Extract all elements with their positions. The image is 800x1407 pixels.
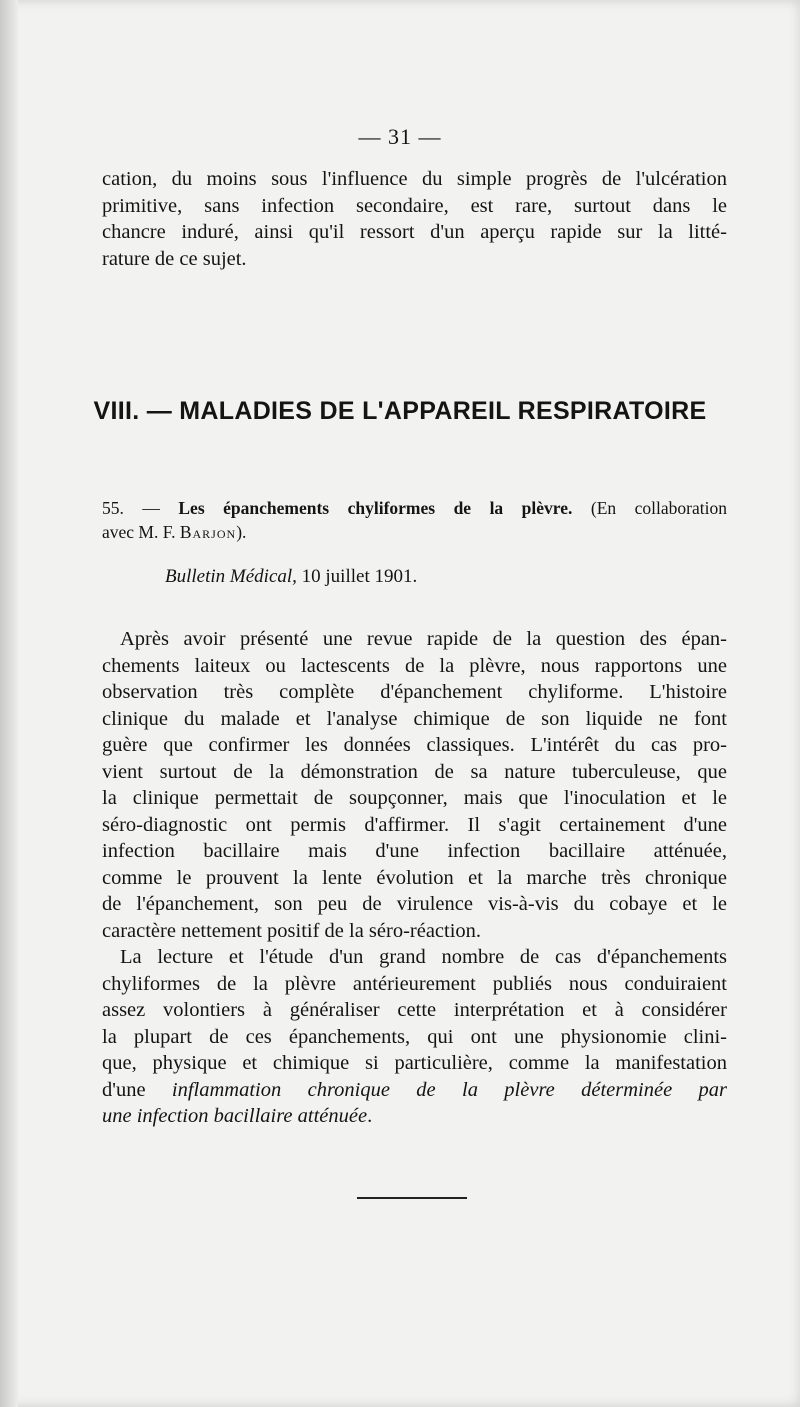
- text-line: Après avoir présenté une revue rapide de la question des épan-: [120, 628, 727, 650]
- text-line: de l'épanchement, son peu de virulence vis-à-vis du cobaye et le: [102, 893, 727, 915]
- summary-paragraph: [102, 626, 727, 944]
- emphasized-text: une infection bacillaire atténuée: [102, 1105, 368, 1127]
- publication-date: 10 juillet 1901.: [296, 566, 418, 587]
- text-line: infection bacillaire mais d'une infection bacillaire atténuée,: [102, 840, 727, 862]
- text-fragment: d'une: [102, 1078, 172, 1101]
- text-line: guère que confirmer les données classiques. L'intérêt du cas pro-: [102, 734, 727, 756]
- text-line: séro-diagnostic ont permis d'affirmer. Il s'agit certainement d'une: [102, 813, 727, 836]
- entry-number: 55. —: [102, 498, 160, 518]
- text-line: que, physique et chimique si particulière, comme la manifestation: [102, 1052, 727, 1074]
- text-line-mixed: [102, 1077, 727, 1104]
- text-line: la plupart de ces épanchements, qui ont une physionomie clini-: [102, 1025, 727, 1048]
- entry-second-line: [102, 522, 246, 542]
- text-line-mixed: [102, 1103, 727, 1130]
- text-line: assez volontiers à généraliser cette interprétation et à considérer: [102, 999, 727, 1021]
- text-line: chements laiteux ou lactescents de la plèvre, nous rapportons une: [102, 654, 727, 677]
- text-line: observation très complète d'épanchement chyliforme. L'histoire: [102, 681, 727, 703]
- intro-paragraph: [102, 166, 727, 272]
- text-line: La lecture et l'étude d'un grand nombre de cas d'épanchements: [120, 946, 727, 968]
- text-line: comme le prouvent la lente évolution et la marche très chronique: [102, 866, 727, 889]
- text-line: clinique du malade et l'analyse chimique de son liquide ne font: [102, 707, 727, 730]
- conclusion-paragraph: [102, 944, 727, 1130]
- emphasized-text: inflammation chronique de la plèvre déterminée par: [171, 1078, 728, 1101]
- page-number: — 31 —: [358, 124, 442, 149]
- text-line: vient surtout de la démonstration de sa nature tuberculeuse, que: [102, 760, 727, 783]
- source-citation: [165, 566, 417, 588]
- text-line: chyliformes de la plèvre antérieurement publiés nous conduiraient: [102, 972, 727, 995]
- bibliography-entry: [102, 496, 727, 544]
- text-line: caractère nettement positif de la séro-réaction.: [102, 919, 482, 942]
- text-fragment: .: [367, 1105, 373, 1127]
- text-line: chancre induré, ainsi qu'il ressort d'un aperçu rapide sur la litté-: [102, 221, 727, 243]
- binding-gutter: [0, 0, 18, 1407]
- entry-title: Les épanchements chyliformes de la plèvre.: [178, 498, 573, 518]
- end-rule: [357, 1197, 467, 1199]
- journal-name: Bulletin Médical,: [165, 566, 297, 587]
- section-heading: VIII. — MALADIES DE L'APPAREIL RESPIRATOIRE: [93, 397, 707, 425]
- entry-collaboration: (En collaboration: [590, 498, 727, 518]
- text-line: cation, du moins sous l'influence du simple progrès de l'ulcération: [102, 168, 727, 190]
- entry-collab-prefix: avec M. F.: [102, 522, 176, 542]
- text-line: primitive, sans infection secondaire, est rare, surtout dans le: [102, 194, 727, 217]
- entry-collab-name: Barjon: [179, 522, 237, 542]
- text-line: rature de ce sujet.: [102, 247, 247, 270]
- entry-collab-suffix: ).: [236, 522, 247, 542]
- text-line: la clinique permettait de soupçonner, mais que l'inoculation et le: [102, 787, 727, 809]
- entry-first-line: [102, 496, 727, 520]
